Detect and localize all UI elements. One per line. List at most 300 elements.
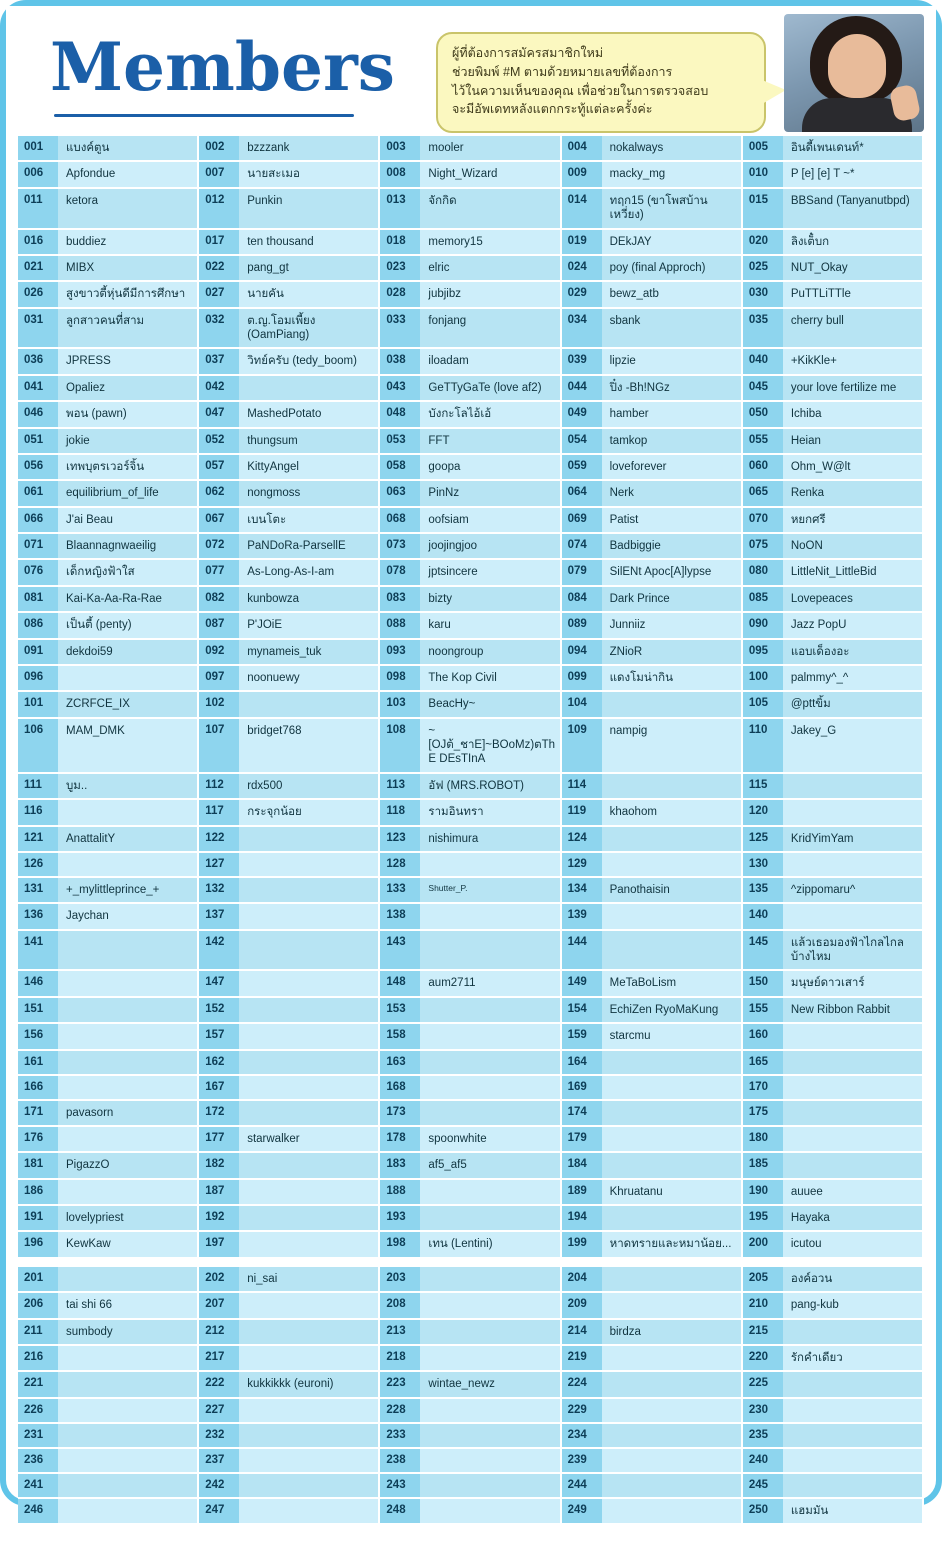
list-item[interactable] xyxy=(743,189,924,230)
list-item[interactable] xyxy=(199,827,380,853)
list-item[interactable] xyxy=(743,230,924,256)
list-item[interactable] xyxy=(380,230,561,256)
list-item[interactable] xyxy=(199,282,380,308)
list-item[interactable] xyxy=(743,1424,924,1449)
list-item[interactable] xyxy=(562,971,743,997)
list-item[interactable] xyxy=(562,1153,743,1179)
list-item[interactable] xyxy=(199,971,380,997)
member-number: 183 xyxy=(380,1153,420,1177)
list-item[interactable] xyxy=(18,1424,199,1449)
list-item[interactable] xyxy=(18,971,199,997)
list-item[interactable] xyxy=(743,1051,924,1076)
list-item[interactable] xyxy=(562,613,743,639)
member-name: joojingjoo xyxy=(428,540,478,552)
member-number: 168 xyxy=(380,1076,420,1099)
table-row xyxy=(18,800,924,826)
list-item[interactable] xyxy=(380,402,561,428)
list-item[interactable] xyxy=(199,402,380,428)
list-item[interactable] xyxy=(199,1101,380,1127)
list-item[interactable] xyxy=(199,640,380,666)
list-item[interactable] xyxy=(743,282,924,308)
member-number: 128 xyxy=(380,853,420,876)
list-item[interactable] xyxy=(380,136,561,162)
list-item[interactable] xyxy=(18,1372,199,1398)
list-item[interactable] xyxy=(562,162,743,188)
list-item[interactable] xyxy=(380,1320,561,1346)
list-item[interactable] xyxy=(743,692,924,718)
list-item[interactable] xyxy=(562,853,743,878)
list-item[interactable] xyxy=(743,481,924,507)
list-item[interactable] xyxy=(18,1267,199,1293)
list-item[interactable] xyxy=(380,1051,561,1076)
list-item[interactable] xyxy=(380,1153,561,1179)
list-item[interactable] xyxy=(380,1474,561,1499)
list-item[interactable] xyxy=(562,455,743,481)
list-item[interactable] xyxy=(743,719,924,774)
list-item[interactable] xyxy=(199,1293,380,1319)
list-item[interactable] xyxy=(562,1293,743,1319)
list-item[interactable] xyxy=(562,376,743,402)
list-item[interactable] xyxy=(18,827,199,853)
list-item[interactable] xyxy=(199,1449,380,1474)
list-item[interactable] xyxy=(18,508,199,534)
list-item[interactable] xyxy=(18,878,199,904)
list-item[interactable] xyxy=(380,1293,561,1319)
list-item[interactable] xyxy=(743,1293,924,1319)
list-item[interactable] xyxy=(199,136,380,162)
list-item[interactable] xyxy=(199,309,380,350)
list-item[interactable] xyxy=(562,640,743,666)
list-item[interactable] xyxy=(380,481,561,507)
list-item[interactable] xyxy=(562,800,743,826)
list-item[interactable] xyxy=(199,1267,380,1293)
list-item[interactable] xyxy=(562,481,743,507)
list-item[interactable] xyxy=(380,309,561,350)
list-item[interactable] xyxy=(199,719,380,774)
list-item[interactable] xyxy=(18,481,199,507)
list-item[interactable] xyxy=(199,1127,380,1153)
list-item[interactable] xyxy=(199,560,380,586)
member-number: 159 xyxy=(562,1024,602,1048)
list-item[interactable] xyxy=(18,666,199,692)
member-number: 001 xyxy=(18,136,58,160)
list-item[interactable] xyxy=(743,1474,924,1499)
list-item[interactable] xyxy=(18,402,199,428)
list-item[interactable] xyxy=(18,376,199,402)
list-item[interactable] xyxy=(743,587,924,613)
list-item[interactable] xyxy=(199,1424,380,1449)
list-item[interactable] xyxy=(562,692,743,718)
list-item[interactable] xyxy=(562,1372,743,1398)
list-item[interactable] xyxy=(562,1076,743,1101)
list-item[interactable] xyxy=(199,1051,380,1076)
table-row xyxy=(18,189,924,230)
list-item[interactable] xyxy=(18,931,199,972)
list-item[interactable] xyxy=(199,1320,380,1346)
list-item[interactable] xyxy=(18,189,199,230)
list-item[interactable] xyxy=(199,1153,380,1179)
member-name xyxy=(239,878,378,888)
list-item[interactable] xyxy=(18,1051,199,1076)
member-number: 203 xyxy=(380,1267,420,1291)
list-item[interactable] xyxy=(743,1153,924,1179)
table-row xyxy=(18,256,924,282)
list-item[interactable] xyxy=(199,508,380,534)
list-item[interactable] xyxy=(18,613,199,639)
list-item[interactable] xyxy=(199,613,380,639)
list-item[interactable] xyxy=(380,853,561,878)
list-item[interactable] xyxy=(743,534,924,560)
list-item[interactable] xyxy=(380,587,561,613)
list-item[interactable] xyxy=(18,1499,199,1525)
list-item[interactable] xyxy=(562,904,743,930)
list-item[interactable] xyxy=(562,349,743,375)
member-photo xyxy=(784,14,924,132)
list-item[interactable] xyxy=(743,1232,924,1258)
list-item[interactable] xyxy=(562,587,743,613)
member-number: 070 xyxy=(743,508,783,532)
list-item[interactable] xyxy=(743,613,924,639)
list-item[interactable] xyxy=(562,1474,743,1499)
list-item[interactable] xyxy=(562,1101,743,1127)
member-number: 180 xyxy=(743,1127,783,1151)
member-name: ni_sai xyxy=(247,1272,278,1285)
list-item[interactable] xyxy=(199,376,380,402)
list-item[interactable] xyxy=(380,692,561,718)
member-name xyxy=(239,998,378,1008)
list-item[interactable] xyxy=(18,1153,199,1179)
list-item[interactable] xyxy=(380,1101,561,1127)
member-name xyxy=(239,1399,378,1409)
list-item[interactable] xyxy=(380,560,561,586)
list-item[interactable] xyxy=(380,1499,561,1525)
list-item[interactable] xyxy=(380,349,561,375)
list-item[interactable] xyxy=(380,998,561,1024)
list-item[interactable] xyxy=(18,1399,199,1424)
list-item[interactable] xyxy=(743,162,924,188)
member-number: 204 xyxy=(562,1267,602,1291)
list-item[interactable] xyxy=(380,455,561,481)
list-item[interactable] xyxy=(380,640,561,666)
list-item[interactable] xyxy=(199,1372,380,1398)
list-item[interactable] xyxy=(18,640,199,666)
member-number: 035 xyxy=(743,309,783,348)
list-item[interactable] xyxy=(199,429,380,455)
list-item[interactable] xyxy=(380,666,561,692)
list-item[interactable] xyxy=(562,931,743,972)
list-item[interactable] xyxy=(562,256,743,282)
list-item[interactable] xyxy=(199,774,380,800)
list-item[interactable] xyxy=(743,349,924,375)
member-number: 176 xyxy=(18,1127,58,1151)
list-item[interactable] xyxy=(743,1449,924,1474)
member-number: 018 xyxy=(380,230,420,254)
member-name: นายคัน xyxy=(247,288,284,301)
list-item[interactable] xyxy=(743,666,924,692)
list-item[interactable] xyxy=(18,774,199,800)
list-item[interactable] xyxy=(562,1449,743,1474)
list-item[interactable] xyxy=(743,309,924,350)
member-name xyxy=(602,1499,741,1509)
list-item[interactable] xyxy=(199,853,380,878)
list-item[interactable] xyxy=(18,719,199,774)
list-item[interactable] xyxy=(380,1076,561,1101)
list-item[interactable] xyxy=(562,774,743,800)
list-item[interactable] xyxy=(743,508,924,534)
list-item[interactable] xyxy=(18,853,199,878)
table-row xyxy=(18,904,924,930)
list-item[interactable] xyxy=(18,1293,199,1319)
list-item[interactable] xyxy=(380,774,561,800)
list-item[interactable] xyxy=(18,1127,199,1153)
list-item[interactable] xyxy=(18,904,199,930)
list-item[interactable] xyxy=(562,1346,743,1372)
list-item[interactable] xyxy=(380,1449,561,1474)
list-item[interactable] xyxy=(380,1424,561,1449)
list-item[interactable] xyxy=(199,692,380,718)
list-item[interactable] xyxy=(380,1180,561,1206)
list-item[interactable] xyxy=(562,719,743,774)
member-name: equilibrium_of_life xyxy=(66,487,159,500)
list-item[interactable] xyxy=(562,136,743,162)
list-item[interactable] xyxy=(380,931,561,972)
list-item[interactable] xyxy=(743,1180,924,1206)
list-item[interactable] xyxy=(562,666,743,692)
list-item[interactable] xyxy=(743,904,924,930)
list-item[interactable] xyxy=(562,534,743,560)
list-item[interactable] xyxy=(380,282,561,308)
list-item[interactable] xyxy=(562,1267,743,1293)
list-item[interactable] xyxy=(743,402,924,428)
list-item[interactable] xyxy=(380,429,561,455)
list-item[interactable] xyxy=(743,256,924,282)
list-item[interactable] xyxy=(562,1206,743,1232)
member-number: 190 xyxy=(743,1180,783,1204)
list-item[interactable] xyxy=(18,1320,199,1346)
list-item[interactable] xyxy=(199,1474,380,1499)
member-number: 143 xyxy=(380,931,420,970)
list-item[interactable] xyxy=(743,1346,924,1372)
list-item[interactable] xyxy=(562,1424,743,1449)
member-name: sbank xyxy=(609,314,641,327)
member-name: fonjang xyxy=(428,314,467,327)
member-name: มนุษย์ดาวเสาร์ xyxy=(790,977,865,990)
list-item[interactable] xyxy=(199,1346,380,1372)
list-item[interactable] xyxy=(18,455,199,481)
list-item[interactable] xyxy=(18,800,199,826)
member-number: 240 xyxy=(743,1449,783,1472)
list-item[interactable] xyxy=(18,692,199,718)
list-item[interactable] xyxy=(380,376,561,402)
member-name: MeTaBoLism xyxy=(609,977,677,990)
list-item[interactable] xyxy=(18,256,199,282)
list-item[interactable] xyxy=(199,587,380,613)
list-item[interactable] xyxy=(18,1076,199,1101)
list-item[interactable] xyxy=(562,1232,743,1258)
list-item[interactable] xyxy=(562,309,743,350)
member-name xyxy=(58,1372,197,1382)
list-item[interactable] xyxy=(380,162,561,188)
list-item[interactable] xyxy=(380,256,561,282)
list-item[interactable] xyxy=(199,534,380,560)
list-item[interactable] xyxy=(743,1399,924,1424)
list-item[interactable] xyxy=(18,1474,199,1499)
list-item[interactable] xyxy=(743,853,924,878)
list-item[interactable] xyxy=(380,1127,561,1153)
member-name xyxy=(58,666,197,676)
list-item[interactable] xyxy=(199,256,380,282)
list-item[interactable] xyxy=(380,1399,561,1424)
list-item[interactable] xyxy=(562,878,743,904)
list-item[interactable] xyxy=(199,1499,380,1525)
list-item[interactable] xyxy=(743,136,924,162)
list-item[interactable] xyxy=(18,429,199,455)
list-item[interactable] xyxy=(18,230,199,256)
member-number: 175 xyxy=(743,1101,783,1125)
list-item[interactable] xyxy=(380,1346,561,1372)
list-item[interactable] xyxy=(562,1399,743,1424)
list-item[interactable] xyxy=(18,560,199,586)
member-name: mynameis_tuk xyxy=(247,645,322,658)
list-item[interactable] xyxy=(562,1127,743,1153)
member-name: khaohom xyxy=(609,806,657,819)
list-item[interactable] xyxy=(18,534,199,560)
member-number: 034 xyxy=(562,309,602,348)
list-item[interactable] xyxy=(743,1206,924,1232)
list-item[interactable] xyxy=(562,1320,743,1346)
list-item[interactable] xyxy=(743,998,924,1024)
list-item[interactable] xyxy=(743,774,924,800)
list-item[interactable] xyxy=(743,971,924,997)
list-item[interactable] xyxy=(743,560,924,586)
list-item[interactable] xyxy=(199,481,380,507)
list-item[interactable] xyxy=(199,998,380,1024)
list-item[interactable] xyxy=(199,1232,380,1258)
list-item[interactable] xyxy=(199,1024,380,1050)
list-item[interactable] xyxy=(18,587,199,613)
list-item[interactable] xyxy=(18,1232,199,1258)
list-item[interactable] xyxy=(380,1372,561,1398)
list-item[interactable] xyxy=(199,800,380,826)
list-item[interactable] xyxy=(18,1101,199,1127)
list-item[interactable] xyxy=(743,429,924,455)
list-item[interactable] xyxy=(380,1232,561,1258)
member-name: รักคำเดียว xyxy=(790,1351,843,1364)
member-name: แดงโมน่ากิน xyxy=(609,671,674,684)
list-item[interactable] xyxy=(562,998,743,1024)
list-item[interactable] xyxy=(743,1499,924,1525)
list-item[interactable] xyxy=(743,1267,924,1293)
list-item[interactable] xyxy=(562,189,743,230)
list-item[interactable] xyxy=(18,1180,199,1206)
list-item[interactable] xyxy=(380,534,561,560)
member-number: 067 xyxy=(199,508,239,532)
list-item[interactable] xyxy=(199,1399,380,1424)
list-item[interactable] xyxy=(199,230,380,256)
member-number: 055 xyxy=(743,429,783,453)
list-item[interactable] xyxy=(18,282,199,308)
list-item[interactable] xyxy=(18,349,199,375)
list-item[interactable] xyxy=(199,878,380,904)
list-item[interactable] xyxy=(380,800,561,826)
list-item[interactable] xyxy=(18,998,199,1024)
list-item[interactable] xyxy=(562,508,743,534)
list-item[interactable] xyxy=(380,971,561,997)
list-item[interactable] xyxy=(562,560,743,586)
list-item[interactable] xyxy=(743,800,924,826)
list-item[interactable] xyxy=(18,309,199,350)
list-item[interactable] xyxy=(380,1024,561,1050)
member-name: noongroup xyxy=(428,645,484,658)
list-item[interactable] xyxy=(18,162,199,188)
list-item[interactable] xyxy=(743,878,924,904)
list-item[interactable] xyxy=(199,349,380,375)
list-item[interactable] xyxy=(199,455,380,481)
member-name: New Ribbon Rabbit xyxy=(790,1003,890,1016)
list-item[interactable] xyxy=(562,827,743,853)
list-item[interactable] xyxy=(743,827,924,853)
list-item[interactable] xyxy=(562,429,743,455)
list-item[interactable] xyxy=(562,282,743,308)
list-item[interactable] xyxy=(562,402,743,428)
table-row xyxy=(18,1449,924,1474)
list-item[interactable] xyxy=(743,376,924,402)
list-item[interactable] xyxy=(743,1024,924,1050)
list-item[interactable] xyxy=(199,1180,380,1206)
list-item[interactable] xyxy=(380,878,561,904)
member-name xyxy=(420,998,559,1008)
list-item[interactable] xyxy=(199,904,380,930)
list-item[interactable] xyxy=(562,1024,743,1050)
list-item[interactable] xyxy=(743,1076,924,1101)
list-item[interactable] xyxy=(743,931,924,972)
list-item[interactable] xyxy=(18,1024,199,1050)
list-item[interactable] xyxy=(18,1206,199,1232)
list-item[interactable] xyxy=(199,189,380,230)
list-item[interactable] xyxy=(562,1051,743,1076)
member-name: Patist xyxy=(609,513,639,526)
list-item[interactable] xyxy=(199,1076,380,1101)
member-number: 119 xyxy=(562,800,602,824)
list-item[interactable] xyxy=(562,230,743,256)
list-item[interactable] xyxy=(380,1267,561,1293)
list-item[interactable] xyxy=(743,1127,924,1153)
list-item[interactable] xyxy=(199,666,380,692)
list-item[interactable] xyxy=(380,1206,561,1232)
list-item[interactable] xyxy=(743,640,924,666)
list-item[interactable] xyxy=(199,162,380,188)
list-item[interactable] xyxy=(562,1180,743,1206)
list-item[interactable] xyxy=(18,1346,199,1372)
list-item[interactable] xyxy=(18,136,199,162)
member-number: 248 xyxy=(380,1499,420,1523)
list-item[interactable] xyxy=(562,1499,743,1525)
list-item[interactable] xyxy=(743,455,924,481)
list-item[interactable] xyxy=(199,1206,380,1232)
list-item[interactable] xyxy=(199,931,380,972)
group-separator xyxy=(18,1259,924,1267)
list-item[interactable] xyxy=(743,1320,924,1346)
list-item[interactable] xyxy=(380,719,561,774)
list-item[interactable] xyxy=(18,1449,199,1474)
list-item[interactable] xyxy=(380,904,561,930)
list-item[interactable] xyxy=(380,189,561,230)
list-item[interactable] xyxy=(743,1372,924,1398)
list-item[interactable] xyxy=(380,508,561,534)
list-item[interactable] xyxy=(743,1101,924,1127)
list-item[interactable] xyxy=(380,827,561,853)
list-item[interactable] xyxy=(380,613,561,639)
